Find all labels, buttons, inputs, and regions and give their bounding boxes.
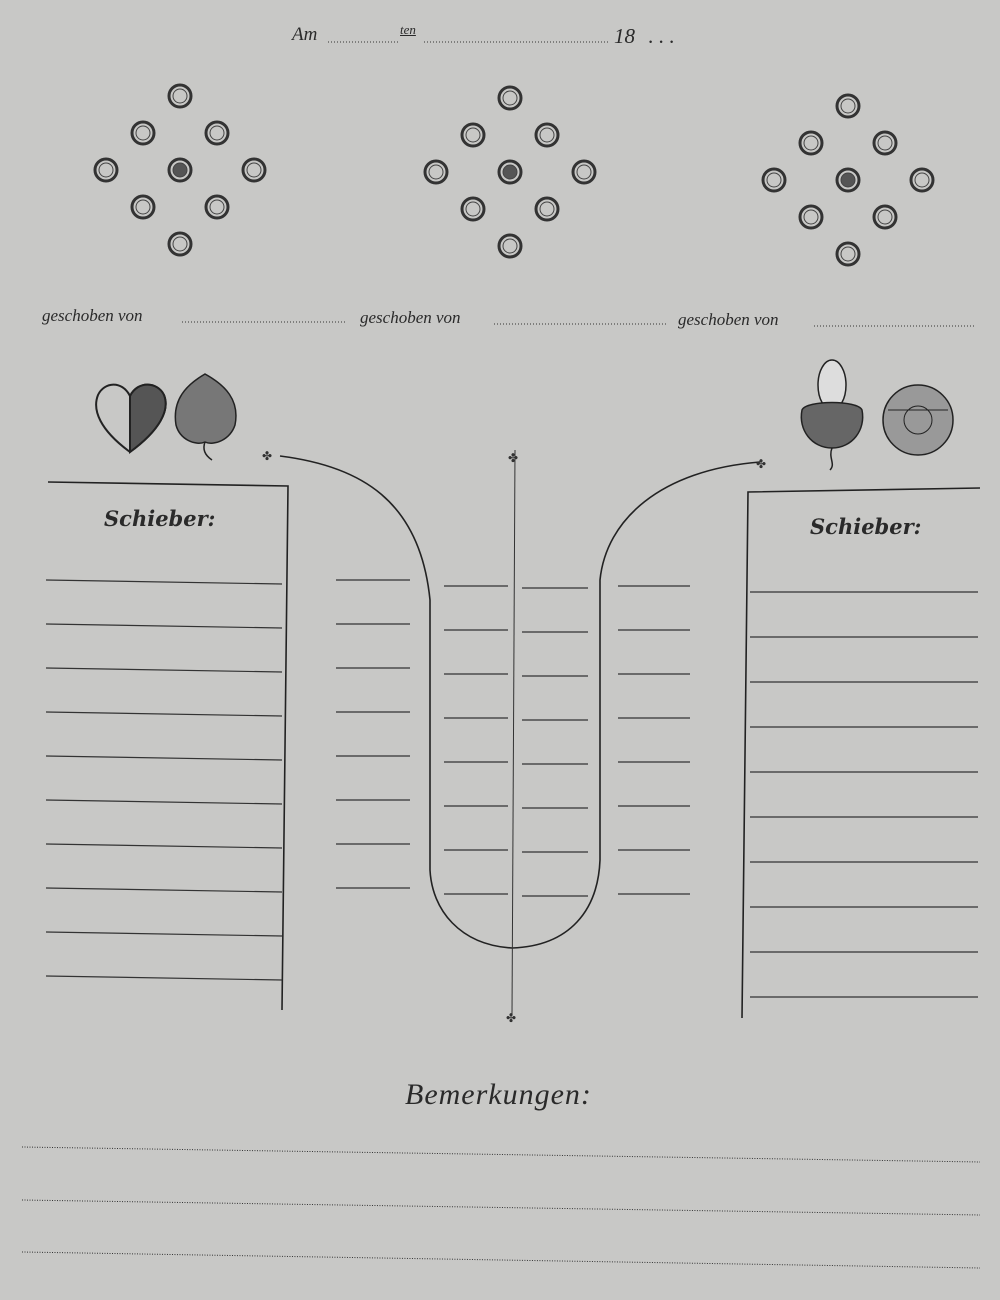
- pin: [800, 132, 822, 154]
- pin: [95, 159, 117, 181]
- heart-icon: [96, 385, 166, 452]
- leaf-icon: [175, 374, 236, 460]
- king-pin: [499, 161, 521, 183]
- svg-text:✤: ✤: [506, 1011, 517, 1025]
- pin-diagrams: [95, 85, 933, 265]
- center-axis: [512, 450, 515, 1015]
- pin: [206, 196, 228, 218]
- left-ruled-line: [46, 800, 282, 804]
- acorn-icon: [801, 360, 862, 470]
- pin: [132, 196, 154, 218]
- pin: [206, 122, 228, 144]
- pin: [763, 169, 785, 191]
- left-ruled-line: [46, 932, 282, 936]
- date-year-dots: . . .: [648, 24, 675, 48]
- schieber-right-title: Schieber:: [810, 514, 922, 539]
- pin: [837, 95, 859, 117]
- king-pin: [169, 159, 191, 181]
- left-box-frame: [48, 482, 288, 1010]
- pin: [425, 161, 447, 183]
- pin: [169, 233, 191, 255]
- left-ruled-line: [46, 712, 282, 716]
- pin: [169, 85, 191, 107]
- pin: [911, 169, 933, 191]
- left-ruled-line: [46, 888, 282, 892]
- pin: [499, 87, 521, 109]
- bell-icon: [883, 385, 953, 455]
- king-pin: [837, 169, 859, 191]
- pin: [462, 198, 484, 220]
- svg-text:✤: ✤: [508, 451, 519, 465]
- pin: [499, 235, 521, 257]
- left-ruled-line: [46, 976, 282, 980]
- pin: [462, 124, 484, 146]
- svg-text:✤: ✤: [262, 449, 273, 463]
- pusher-label-2: geschoben von: [360, 308, 461, 327]
- date-year: 18: [614, 24, 635, 48]
- pin: [536, 124, 558, 146]
- left-ruled-line: [46, 668, 282, 672]
- remarks-lines: [22, 1147, 980, 1268]
- date-ten: ten: [400, 22, 416, 37]
- left-ruled-line: [46, 580, 282, 584]
- pin: [243, 159, 265, 181]
- pin: [573, 161, 595, 183]
- lane-curve: [280, 456, 760, 948]
- pin: [536, 198, 558, 220]
- pusher-label-1: geschoben von: [42, 306, 143, 325]
- remarks-title: Bemerkungen:: [405, 1078, 592, 1111]
- pin: [132, 122, 154, 144]
- pin: [874, 206, 896, 228]
- right-box-frame: [742, 488, 980, 1018]
- pin: [837, 243, 859, 265]
- left-ruled-line: [46, 624, 282, 628]
- left-ruled-line: [46, 844, 282, 848]
- schieber-left-title: Schieber:: [104, 506, 216, 531]
- left-ruled-line: [46, 756, 282, 760]
- pin: [800, 206, 822, 228]
- pin: [874, 132, 896, 154]
- pusher-label-3: geschoben von: [678, 310, 779, 329]
- date-prefix: Am: [292, 24, 318, 45]
- svg-text:✤: ✤: [756, 457, 767, 471]
